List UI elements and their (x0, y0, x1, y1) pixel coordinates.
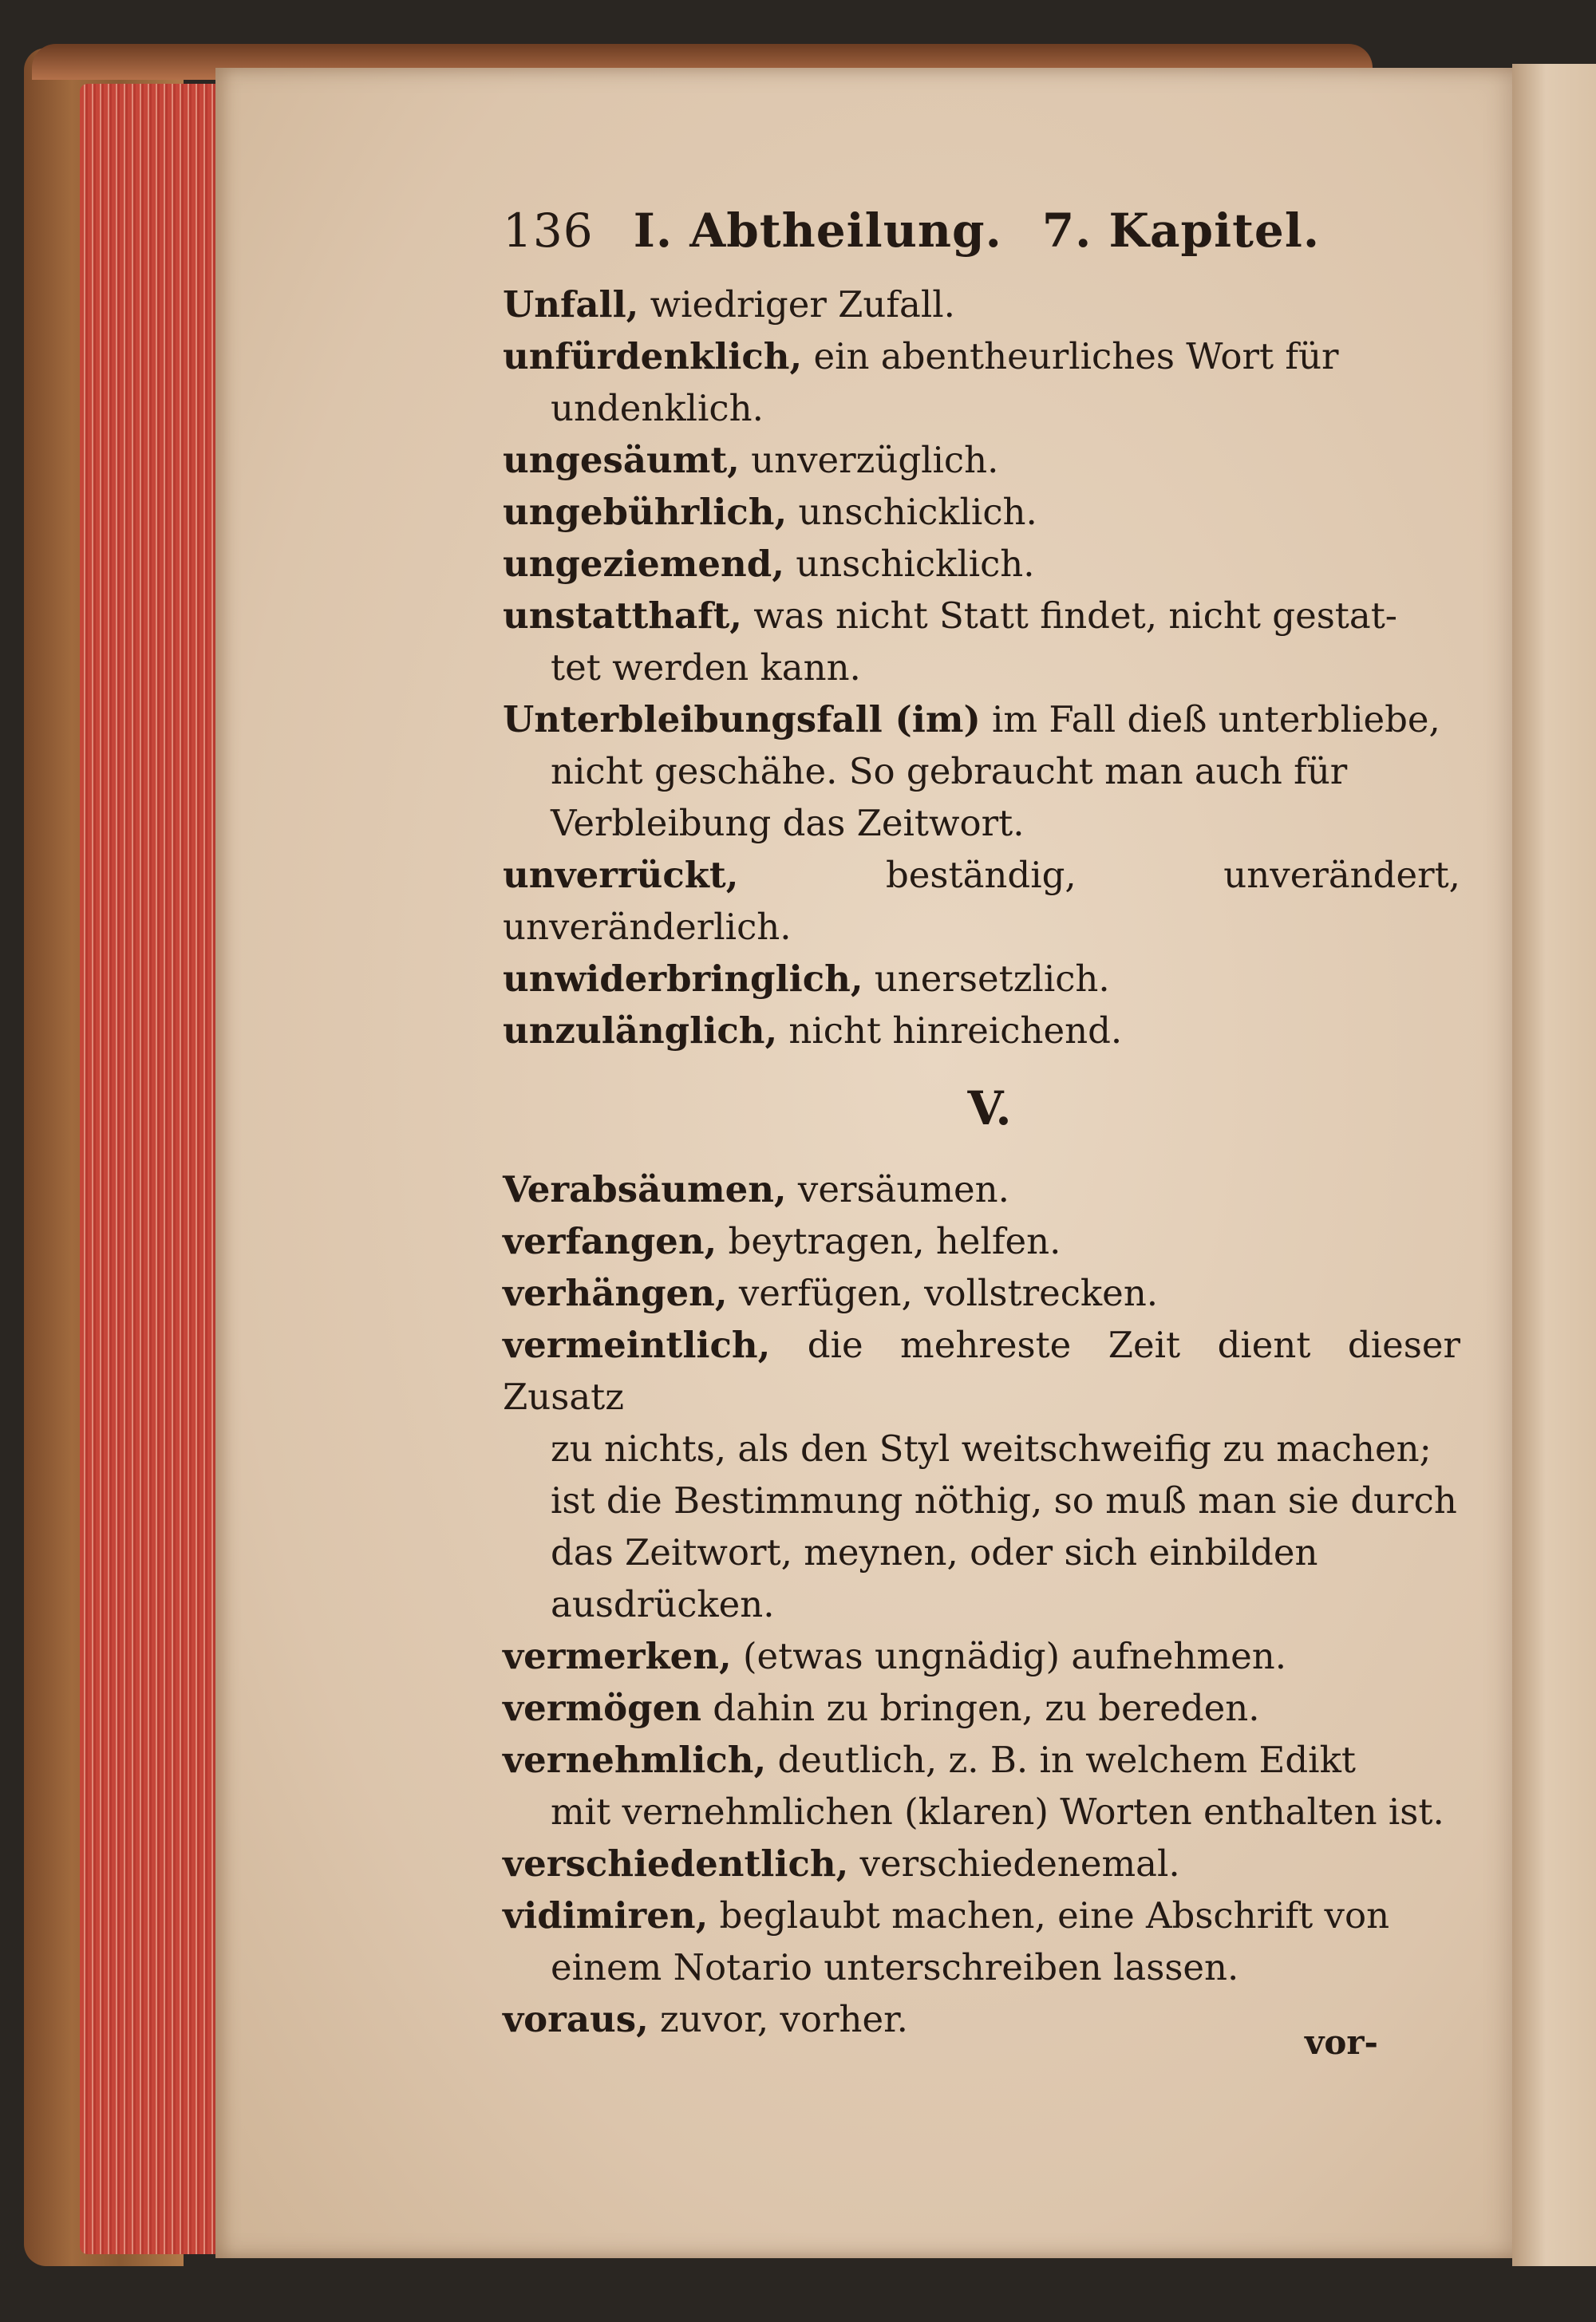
entry-headword: verhängen, (503, 1272, 728, 1314)
entry-definition: beytragen, helfen. (717, 1220, 1061, 1262)
entry-definition: (etwas ungnädig) aufnehmen. (731, 1635, 1287, 1677)
entry-headword: unverrückt, (503, 854, 739, 896)
entry-headword: vermeintlich, (503, 1324, 771, 1366)
glossary-entry (503, 1163, 1460, 1215)
entry-continuation: das Zeitwort, meynen, oder sich einbilden (551, 1531, 1318, 1574)
entry-headword: verfangen, (503, 1220, 717, 1262)
entry-headword: unfürdenklich, (503, 335, 803, 377)
glossary-entry (503, 1630, 1460, 1682)
entry-headword: vidimiren, (503, 1894, 709, 1937)
glossary-entry (503, 1267, 1460, 1319)
entry-definition: wiedriger Zufall. (638, 283, 955, 326)
entry-continuation: ausdrücken. (551, 1583, 775, 1625)
entry-definition: zuvor, vorher. (648, 1998, 908, 2040)
glossary-entry (503, 538, 1460, 590)
entries-u (503, 278, 1460, 1056)
entry-continuation: zu nichts, als den Styl weitschweifig zu machen; (551, 1428, 1432, 1470)
entry-definition: beglaubt machen, eine Abschrift von (708, 1894, 1390, 1937)
glossary-entry (503, 278, 1460, 330)
entry-headword: unzulänglich, (503, 1009, 778, 1052)
glossary-entry (503, 1890, 1460, 1993)
entry-definition: verschiedenemal. (848, 1842, 1180, 1885)
running-head (503, 203, 1460, 275)
entry-headword: vermerken, (503, 1635, 732, 1677)
entry-continuation: einem Notario unterschreiben lassen. (551, 1946, 1239, 1988)
section-title: I. Abtheilung. (633, 203, 1002, 258)
entry-headword: verschiedentlich, (503, 1842, 849, 1885)
entry-definition: unverzüglich. (739, 439, 999, 481)
glossary-entry (503, 486, 1460, 538)
glossary-entry (503, 330, 1460, 434)
entry-definition: die mehreste Zeit dient dieser Zusatz (503, 1324, 1460, 1418)
glossary-entry (503, 1682, 1460, 1734)
entry-headword: voraus, (503, 1998, 649, 2040)
entry-definition: unschicklich. (784, 543, 1035, 585)
entry-definition: dahin zu bringen, zu bereden. (701, 1687, 1260, 1729)
chapter-title: 7. Kapitel. (1041, 203, 1321, 258)
glossary-entry (503, 849, 1460, 953)
glossary-entry (503, 1215, 1460, 1267)
glossary-entry (503, 1319, 1460, 1630)
entries-v (503, 1163, 1460, 2045)
text-block (503, 203, 1460, 2045)
entry-definition: was nicht Statt findet, nicht gestat- (741, 594, 1397, 637)
entry-definition: deutlich, z. B. in welchem Edikt (766, 1739, 1356, 1781)
glossary-entry (503, 1005, 1460, 1056)
entry-headword: vernehmlich, (503, 1739, 767, 1781)
page-edges (80, 84, 227, 2254)
entry-definition: unschicklich. (787, 491, 1037, 533)
glossary-entry (503, 1838, 1460, 1890)
entry-continuation: nicht geschähe. So gebraucht man auch für (551, 750, 1348, 792)
entry-headword: unstatthaft, (503, 594, 742, 637)
entry-headword: ungesäumt, (503, 439, 740, 481)
entry-headword: ungeziemend, (503, 543, 784, 585)
catchword: vor- (1305, 2023, 1378, 2062)
entry-continuation: ist die Bestimmung nöthig, so muß man sie durch (551, 1479, 1457, 1522)
entry-definition: im Fall dieß unterbliebe, (980, 698, 1440, 740)
entry-definition: ein abentheurliches Wort für (802, 335, 1339, 377)
entry-headword: vermögen (503, 1687, 701, 1729)
glossary-entry (503, 1734, 1460, 1838)
letter-heading: V. (967, 1081, 1012, 1135)
page-number: 136 (503, 203, 594, 258)
entry-definition: unersetzlich. (863, 958, 1110, 1000)
entry-definition: verfügen, vollstrecken. (727, 1272, 1159, 1314)
entry-definition: beständig, unverändert, unveränderlich. (503, 854, 1460, 948)
entry-headword: Verabsäumen, (503, 1168, 787, 1210)
entry-continuation: undenklich. (551, 387, 764, 429)
entry-continuation: tet werden kann. (551, 646, 861, 689)
entry-definition: nicht hinreichend. (777, 1009, 1123, 1052)
entry-headword: Unfall, (503, 283, 639, 326)
entry-definition: versäumen. (786, 1168, 1009, 1210)
glossary-entry (503, 953, 1460, 1005)
entry-continuation: Verbleibung das Zeitwort. (551, 802, 1025, 844)
entry-headword: unwiderbringlich, (503, 958, 863, 1000)
entry-headword: ungebührlich, (503, 491, 788, 533)
glossary-entry (503, 590, 1460, 693)
entry-continuation: mit vernehmlichen (klaren) Worten enthalten ist. (551, 1791, 1444, 1833)
glossary-entry (503, 434, 1460, 486)
entry-headword: Unterbleibungsfall (im) (503, 698, 981, 740)
facing-page-gutter (1512, 64, 1596, 2266)
glossary-entry (503, 693, 1460, 849)
